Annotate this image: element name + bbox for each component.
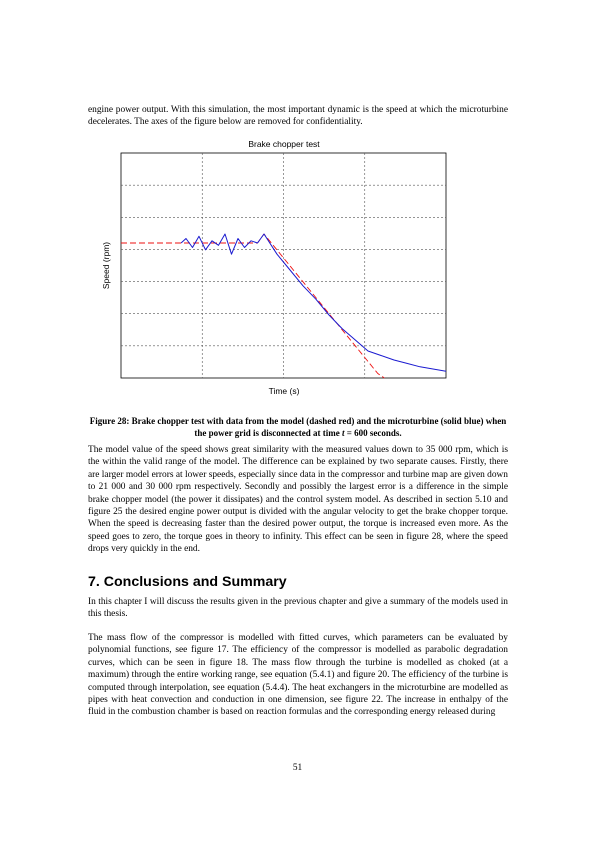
x-axis-label: Time (s) xyxy=(268,386,300,396)
chapter-intro-paragraph: In this chapter I will discuss the results given in the previous chapter and give a summary of the models used in this thesis. xyxy=(88,597,508,620)
y-axis-label: Speed (rpm) xyxy=(101,241,111,290)
analysis-paragraph: The model value of the speed shows great similarity with the measured values down to 35 000 rpm, which is the within the valid range of the model. The difference can be explained by two separate causes. Firstly, there are larger model errors at lower speeds, especially since data in the compressor and turbine map are given down to 21 000 and 30 000 rpm respectively. Secondly and possibly the largest error is a difference in the simple brake chopper model (the power it dissipates) and the control system model. As described in section 5.10 and figure 25 the desired engine power output is divided with the angular velocity to get the brake chopper torque. When the speed is decreasing faster than the desired power output, the torque is increased even more. As the speed goes to zero, the torque goes in theory to infinity. This effect can be seen in figure 28, where the speed drops very quickly in the end. xyxy=(88,445,508,555)
brake-chopper-chart xyxy=(88,136,508,402)
caption-time-variable: t xyxy=(341,427,345,438)
page-number: 51 xyxy=(292,763,303,773)
section-heading: 7. Conclusions and Summary xyxy=(88,574,287,590)
caption-suffix: = 600 seconds. xyxy=(344,427,402,438)
caption-prefix: Figure 28: Brake chopper test with data from the model (dashed red) and the microturbine (solid blue) when the power grid is disconnected at time xyxy=(89,416,507,438)
figure-caption xyxy=(88,416,508,439)
intro-paragraph: engine power output. With this simulation, the most important dynamic is the speed at which the microturbine decelerates. The axes of the figure below are removed for confidentiality. xyxy=(88,105,508,128)
models-paragraph: The mass flow of the compressor is modelled with fitted curves, which parameters can be evaluated by polynomial functions, see figure 17. The efficiency of the compressor is modelled as parabolic degradation curves, which can be seen in figure 18. The mass flow through the turbine is modelled as choked (at a maximum) through the entire working range, see equation (5.4.1) and figure 20. The efficiency of the turbine is computed through interpolation, see equation (5.4.4). The heat exchangers in the microturbine are modelled as pipes with heat convection and conduction in one dimension, see figure 22. The increase in enthalpy of the fluid in the combustion chamber is based on reaction formulas and the corresponding energy released during xyxy=(88,633,508,718)
chart-title: Brake chopper test xyxy=(248,139,320,149)
